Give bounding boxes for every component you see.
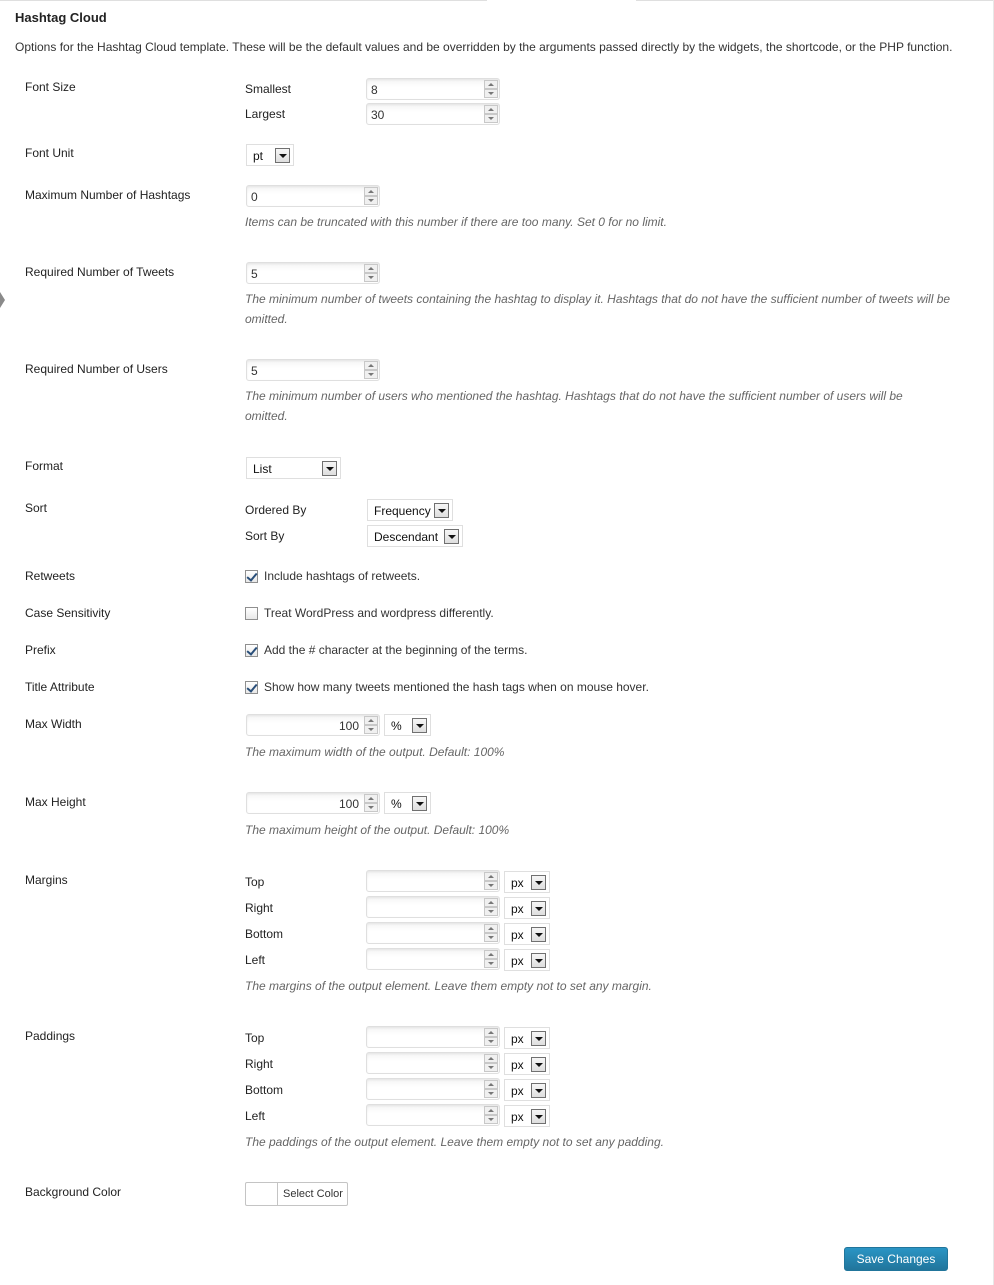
- spinner-icon[interactable]: [484, 1080, 498, 1098]
- margin-left-unit-value: px: [511, 954, 524, 968]
- margin-top-unit-value: px: [511, 876, 524, 890]
- spinner-icon[interactable]: [364, 187, 378, 205]
- sort-by-label: Sort By: [245, 529, 285, 543]
- chevron-down-icon: [434, 503, 449, 518]
- spinner-icon[interactable]: [484, 872, 498, 890]
- margin-right-unit-value: px: [511, 902, 524, 916]
- spinner-icon[interactable]: [484, 924, 498, 942]
- ordered-by-label: Ordered By: [245, 503, 307, 517]
- prefix-checkbox-label[interactable]: Add the # character at the beginning of the terms.: [264, 643, 528, 657]
- font-size-largest-input[interactable]: [366, 103, 500, 125]
- padding-left-unit-value: px: [511, 1110, 524, 1124]
- ordered-by-value: Frequency: [374, 504, 431, 518]
- margin-right-unit-select[interactable]: [504, 897, 550, 919]
- padding-top-label: Top: [245, 1031, 265, 1045]
- spinner-icon[interactable]: [364, 361, 378, 379]
- margin-top-label: Top: [245, 875, 265, 889]
- chevron-down-icon: [531, 1031, 546, 1046]
- max-height-unit-value: %: [391, 797, 402, 811]
- required-tweets-input[interactable]: [246, 262, 380, 284]
- margin-left-input[interactable]: [366, 948, 500, 970]
- chevron-down-icon: [275, 148, 290, 163]
- max-width-input[interactable]: [246, 714, 380, 736]
- max-hashtags-value: 0: [251, 190, 258, 204]
- case-sensitivity-checkbox-label[interactable]: Treat WordPress and wordpress differently.: [264, 606, 494, 620]
- max-hashtags-input[interactable]: [246, 185, 380, 207]
- format-label: Format: [25, 459, 64, 473]
- spinner-icon[interactable]: [484, 1106, 498, 1124]
- font-unit-value: pt: [253, 149, 264, 163]
- paddings-label: Paddings: [25, 1029, 76, 1043]
- margin-top-input[interactable]: [366, 870, 500, 892]
- max-width-value: 100: [338, 719, 359, 733]
- required-users-description: The minimum number of users who mentioned the hashtag. Hashtags that do not have the sufficient number of users will be omitted.: [245, 389, 903, 423]
- format-select[interactable]: [246, 457, 341, 479]
- padding-bottom-input[interactable]: [366, 1078, 500, 1100]
- spinner-icon[interactable]: [364, 716, 378, 734]
- padding-right-label: Right: [245, 1057, 274, 1071]
- tab-border-right: [636, 0, 994, 1]
- max-hashtags-label: Maximum Number of Hashtags: [25, 188, 191, 202]
- required-tweets-description: The minimum number of tweets containing the hashtag to display it. Hashtags that do not have the sufficient number of tweets will be omitted.: [245, 292, 951, 326]
- max-width-unit-select[interactable]: [384, 714, 431, 736]
- padding-top-unit-value: px: [511, 1032, 524, 1046]
- padding-right-unit-select[interactable]: [504, 1053, 550, 1075]
- spinner-icon[interactable]: [484, 1028, 498, 1046]
- max-width-unit-value: %: [391, 719, 402, 733]
- font-size-largest-label: Largest: [245, 107, 286, 121]
- required-tweets-label: Required Number of Tweets: [25, 265, 175, 279]
- font-size-smallest-value: 8: [371, 83, 378, 97]
- prefix-label: Prefix: [25, 643, 56, 657]
- title-attribute-label: Title Attribute: [25, 680, 95, 694]
- chevron-down-icon: [531, 953, 546, 968]
- chevron-down-icon: [412, 718, 427, 733]
- margin-left-label: Left: [245, 953, 266, 967]
- padding-top-unit-select[interactable]: [504, 1027, 550, 1049]
- padding-bottom-unit-select[interactable]: [504, 1079, 550, 1101]
- required-users-value: 5: [251, 364, 258, 378]
- padding-right-unit-value: px: [511, 1058, 524, 1072]
- font-unit-select[interactable]: [246, 144, 294, 166]
- ordered-by-select[interactable]: [367, 499, 453, 521]
- padding-bottom-unit-value: px: [511, 1084, 524, 1098]
- margin-top-unit-select[interactable]: [504, 871, 550, 893]
- spinner-icon[interactable]: [364, 264, 378, 282]
- padding-right-input[interactable]: [366, 1052, 500, 1074]
- padding-top-input[interactable]: [366, 1026, 500, 1048]
- spinner-icon[interactable]: [484, 950, 498, 968]
- spinner-icon[interactable]: [484, 1054, 498, 1072]
- select-color-label: Select Color: [283, 1188, 343, 1200]
- max-height-unit-select[interactable]: [384, 792, 431, 814]
- margin-right-label: Right: [245, 901, 274, 915]
- max-width-label: Max Width: [25, 717, 82, 731]
- max-height-description: The maximum height of the output. Default: 100%: [245, 823, 510, 837]
- spinner-icon[interactable]: [484, 898, 498, 916]
- chevron-down-icon: [444, 529, 459, 544]
- section-description: Options for the Hashtag Cloud template. These will be the default values and be overridden by the arguments passed directly by the widgets, the shortcode, or the PHP function.: [15, 40, 953, 54]
- sort-by-value: Descendant: [374, 530, 439, 544]
- retweets-checkbox[interactable]: [245, 570, 258, 583]
- margins-label: Margins: [25, 873, 68, 887]
- padding-left-unit-select[interactable]: [504, 1105, 550, 1127]
- max-height-label: Max Height: [25, 795, 86, 809]
- sort-by-select[interactable]: [367, 525, 463, 547]
- spinner-icon[interactable]: [484, 105, 498, 123]
- max-height-value: 100: [338, 797, 359, 811]
- title-attribute-checkbox[interactable]: [245, 681, 258, 694]
- section-title: Hashtag Cloud: [15, 10, 107, 25]
- paddings-description: The paddings of the output element. Leave them empty not to set any padding.: [245, 1135, 664, 1149]
- required-tweets-value: 5: [251, 267, 258, 281]
- sort-label: Sort: [25, 501, 48, 515]
- chevron-down-icon: [322, 461, 337, 476]
- margin-bottom-input[interactable]: [366, 922, 500, 944]
- chevron-down-icon: [531, 1083, 546, 1098]
- padding-bottom-label: Bottom: [245, 1083, 284, 1097]
- chevron-down-icon: [531, 901, 546, 916]
- margin-bottom-unit-value: px: [511, 928, 524, 942]
- background-color-label: Background Color: [25, 1185, 122, 1199]
- chevron-down-icon: [412, 796, 427, 811]
- margin-bottom-label: Bottom: [245, 927, 284, 941]
- padding-left-label: Left: [245, 1109, 266, 1123]
- margin-bottom-unit-select[interactable]: [504, 923, 550, 945]
- format-value: List: [253, 462, 272, 476]
- case-sensitivity-checkbox[interactable]: [245, 607, 258, 620]
- font-size-largest-value: 30: [371, 108, 385, 122]
- retweets-label: Retweets: [25, 569, 76, 583]
- font-size-smallest-input[interactable]: [366, 78, 500, 100]
- case-sensitivity-label: Case Sensitivity: [25, 606, 111, 620]
- spinner-icon[interactable]: [364, 794, 378, 812]
- chevron-down-icon: [531, 1057, 546, 1072]
- select-color-button[interactable]: [245, 1182, 348, 1206]
- tab-border-left: [0, 0, 487, 1]
- chevron-down-icon: [531, 1109, 546, 1124]
- font-size-smallest-label: Smallest: [245, 82, 292, 96]
- title-attribute-checkbox-label[interactable]: Show how many tweets mentioned the hash tags when on mouse hover.: [264, 680, 649, 694]
- save-changes-button[interactable]: Save Changes: [844, 1247, 948, 1271]
- margin-right-input[interactable]: [366, 896, 500, 918]
- margins-description: The margins of the output element. Leave them empty not to set any margin.: [245, 979, 652, 993]
- padding-left-input[interactable]: [366, 1104, 500, 1126]
- required-users-input[interactable]: [246, 359, 380, 381]
- spinner-icon[interactable]: [484, 80, 498, 98]
- chevron-down-icon: [531, 927, 546, 942]
- margin-left-unit-select[interactable]: [504, 949, 550, 971]
- chevron-down-icon: [531, 875, 546, 890]
- font-size-label: Font Size: [25, 80, 76, 94]
- collapse-arrow-icon[interactable]: [0, 292, 5, 308]
- max-hashtags-description: Items can be truncated with this number if there are too many. Set 0 for no limit.: [245, 215, 667, 229]
- max-width-description: The maximum width of the output. Default: 100%: [245, 745, 505, 759]
- retweets-checkbox-label[interactable]: Include hashtags of retweets.: [264, 569, 421, 583]
- prefix-checkbox[interactable]: [245, 644, 258, 657]
- font-unit-label: Font Unit: [25, 146, 74, 160]
- max-height-input[interactable]: [246, 792, 380, 814]
- required-users-label: Required Number of Users: [25, 362, 168, 376]
